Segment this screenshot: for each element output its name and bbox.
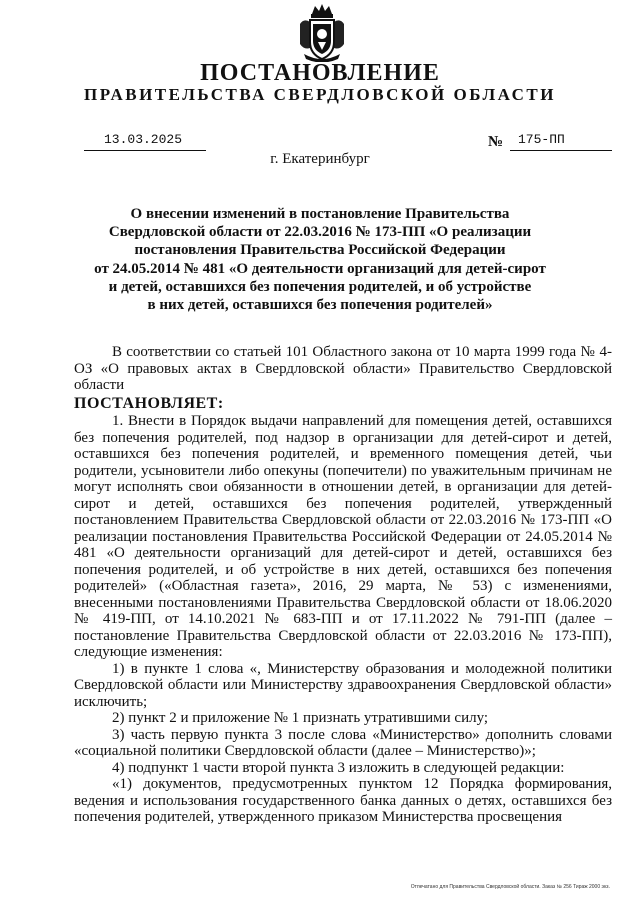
document-title: ПОСТАНОВЛЕНИЕ xyxy=(200,60,440,86)
heading-line: О внесении изменений в постановление Правительства xyxy=(130,206,510,222)
heading-line: Свердловской области от 22.03.2016 № 173-ПП «О реализации xyxy=(108,224,532,241)
document-body xyxy=(74,344,612,826)
subparagraph-1: 1) в пункте 1 слова «, Министерству образования и молодежной политики Свердловской области или Министерству здравоохранения Свердловской области» исключить; xyxy=(74,660,612,710)
subparagraph-4: 4) подпункт 1 части второй пункта 3 изложить в следующей редакции: xyxy=(112,759,565,776)
subparagraph-2: 2) пункт 2 и приложение № 1 признать утратившими силу; xyxy=(112,710,489,726)
document-number: 175-ПП xyxy=(518,132,565,147)
heading-line: и детей, оставшихся без попечения родителей, и об устройстве xyxy=(108,278,532,295)
document-heading xyxy=(60,205,580,314)
preamble-paragraph: В соответствии со статьей 101 Областного закона от 10 марта 1999 года № 4-ОЗ «О правовых актах в Свердловской области» Правительство Свердловской области xyxy=(74,344,612,393)
paragraph-1: 1. Внести в Порядок выдачи направлений для помещения детей, оставшихся без попечения родителей, под надзор в организации для детей-сирот и детей, оставшихся без попечения родителей, и временного помещения детей, чьи родители, усыновители либо опекуны (попечители) по уважительным причинам не могут исполнять свои обязанности в отношении детей, в организации для детей-сирот и детей, оставшихся без попечения родителей, утвержденный постановлением Правительства Свердловской области от 22.03.2016 № 173-ПП «О реализации постановления Правительства Российской Федерации от 24.05.2014 № 481 «О деятельности организаций для детей-сирот и детей, оставшихся без попечения родителей, и об устройстве в них детей, оставшихся без попечения родителей» («Областная газета», 2016, 29 марта, № 53) с изменениями, внесенными постановлениями Правительства Свердловской области от 18.06.2020 № 419-ПП, от 14.10.2021 № 683-ПП и от 17.11.2022 № 791-ПП (далее – постановление Правительства Свердловской области от 22.03.2016 № 173-ПП), следующие изменения: xyxy=(74,413,612,660)
heading-line: в них детей, оставшихся без попечения родителей» xyxy=(147,297,493,314)
coat-of-arms-icon xyxy=(298,4,346,62)
subparagraph-4-text: «1) документов, предусмотренных пунктом 12 Порядка формирования, ведения и использования государственного банка данных о детях, оставшихся без попечения родителей, утвержденного приказом Министерства просвещения xyxy=(74,776,612,825)
city: г. Екатеринбург xyxy=(270,151,370,167)
resolution-word: ПОСТАНОВЛЯЕТ: xyxy=(74,394,224,412)
heading-line: от 24.05.2014 № 481 «О деятельности организаций для детей-сирот xyxy=(94,260,546,277)
subparagraph-3: 3) часть первую пункта 3 после слова «Министерство» дополнить словами «социальной политики Свердловской области (далее – Министерство)»; xyxy=(74,726,612,759)
heading-line: постановления Правительства Российской Федерации xyxy=(134,242,506,259)
number-sign: № xyxy=(488,134,504,150)
print-footer: Отпечатано для Правительства Свердловской области. Заказ № 256 Тираж 2000 экз. xyxy=(410,884,610,890)
document-date: 13.03.2025 xyxy=(104,132,183,147)
document-subtitle: ПРАВИТЕЛЬСТВА СВЕРДЛОВСКОЙ ОБЛАСТИ xyxy=(84,85,556,104)
